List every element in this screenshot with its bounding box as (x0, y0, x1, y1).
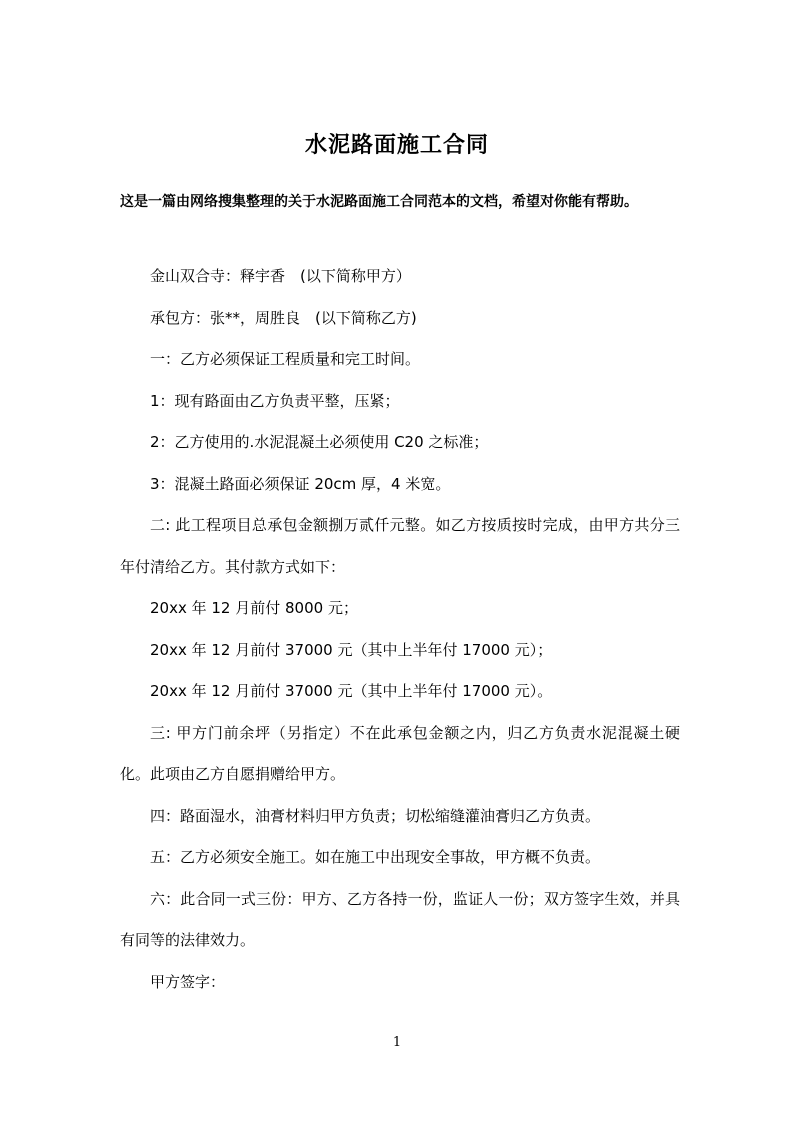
page-number: 1 (392, 1035, 402, 1050)
contract-body (120, 256, 680, 1003)
clause-one-item-2: 2：乙方使用的.水泥混凝土必须使用 C20 之标准； (150, 433, 489, 451)
clause-three: 三: 甲方门前余坪（另指定）不在此承包金额之内，归乙方负责水泥混凝土硬化。此项由乙方自愿捐赠给甲方。 (120, 723, 680, 783)
payment-line-3: 20xx 年 12 月前付 37000 元（其中上半年付 17000 元）。 (150, 682, 553, 700)
document-title: 水泥路面施工合同 (304, 132, 489, 158)
document-intro: 这是一篇由网络搜集整理的关于水泥路面施工合同范本的文档，希望对你能有帮助。 (120, 194, 638, 210)
clause-five: 五：乙方必须安全施工。如在施工中出现安全事故，甲方概不负责。 (150, 848, 601, 866)
clause-four: 四：路面湿水，油膏材料归甲方负责；切松缩缝灌油膏归乙方负责。 (150, 806, 601, 825)
clause-one-heading: 一：乙方必须保证工程质量和完工时间。 (150, 350, 421, 368)
party-a-line: 金山双合寺：释宇香 (以下简称甲方） (150, 267, 411, 285)
clause-one-item-3: 3：混凝土路面必须保证 20cm 厚，4 米宽。 (150, 474, 451, 493)
payment-line-2: 20xx 年 12 月前付 37000 元（其中上半年付 17000 元）； (150, 640, 553, 659)
party-a-signature-line: 甲方签字： (150, 972, 226, 991)
clause-one-item-1: 1：现有路面由乙方负责平整，压紧； (150, 391, 400, 410)
payment-line-1: 20xx 年 12 月前付 8000 元； (150, 599, 358, 617)
clause-two: 二: 此工程项目总承包金额捌万贰仟元整。如乙方按质按时完成，由甲方共分三年付清给乙方。其付款方式如下： (120, 516, 680, 576)
party-b-line: 承包方：张**，周胜良 (以下简称乙方) (150, 308, 417, 327)
clause-six: 六：此合同一式三份：甲方、乙方各持一份，监证人一份；双方签字生效，并具有同等的法律效力。 (120, 889, 680, 949)
